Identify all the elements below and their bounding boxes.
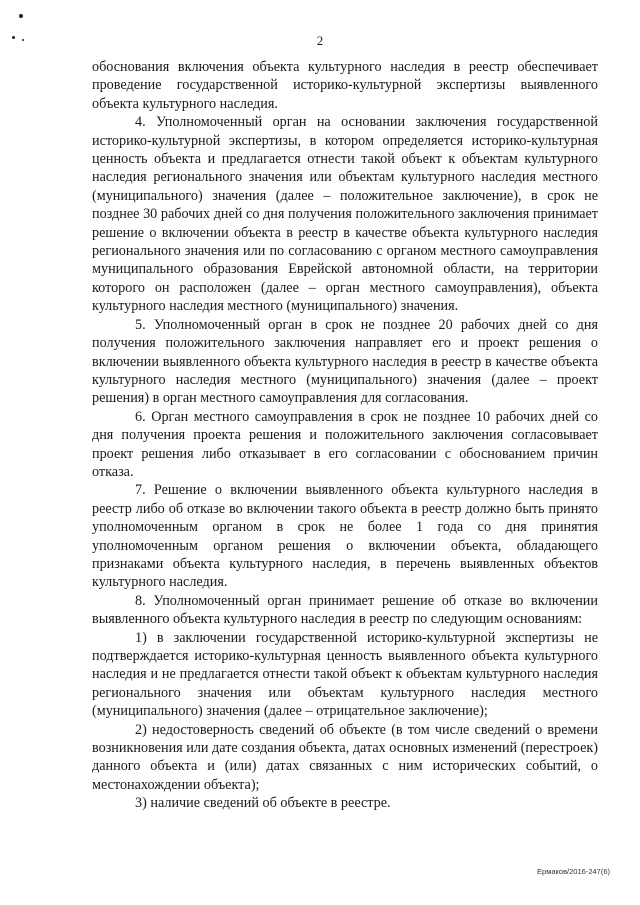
document-footer-code: Ермаков/2016-247(6) <box>537 867 610 876</box>
paragraph-item-5: 5. Уполномоченный орган в срок не позднее 20 рабочих дней со дня получения положительного заключения направляет его и проект решения о включении выявленного объекта культурного наследия в реестр в качестве объекта культурного наследия местного (муниципального) значения (далее – проект решения) в орган местного самоуправления для согласования. <box>92 316 598 407</box>
document-body <box>92 58 598 813</box>
subitem-2: 2) недостоверность сведений об объекте (в том числе сведений о времени возникновения или дате создания объекта, датах основных изменений (перестроек) данного объекта и (или) датах связанных с ним исторических событий, о местонахождении объекта); <box>92 721 598 793</box>
paragraph-item-4: 4. Уполномоченный орган на основании заключения государственной историко-культурной экспертизы, в котором определяется историко-культурная ценность объекта и предлагается отнести такой объект к объектам культурного наследия регионального значения или объектам культурного наследия местного (муниципального) значения (далее – положительное заключение), в срок не позднее 30 рабочих дней со дня получения положительного заключения принимает решение о включении объекта в реестр в качестве объекта культурного наследия регионального значения или по согласованию с органом местного самоуправления муниципального образования Еврейской автономной области, на территории которого он расположен (далее – орган местного самоуправления), объекта культурного наследия местного (муниципального) значения. <box>92 114 598 315</box>
paragraph-item-7: 7. Решение о включении выявленного объекта культурного наследия в реестр либо об отказе во включении такого объекта в реестр должно быть принято уполномоченным органом в срок не более 1 года со дня принятия уполномоченным органом решения о включении объекта, обладающего признаками объекта культурного наследия, в перечень выявленных объектов культурного наследия. <box>92 482 598 591</box>
subitem-1: 1) в заключении государственной историко-культурной экспертизы не подтверждается историко-культурная ценность выявленного объекта культурного наследия и не предлагается отнести такой объект к объектам культурного наследия регионального значения или объектам культурного наследия местного (муниципального) значения (далее – отрицательное заключение); <box>92 629 598 720</box>
page-number: 2 <box>316 33 324 48</box>
subitem-3: 3) наличие сведений об объекте в реестре. <box>135 795 391 812</box>
paragraph-item-6: 6. Орган местного самоуправления в срок не позднее 10 рабочих дней со дня получения проекта решения и положительного заключения согласовывает проект решения либо отказывает в его согласовании с обоснованием причин отказа. <box>92 408 598 480</box>
scan-mark-dot <box>19 14 23 18</box>
paragraph-continuation: обоснования включения объекта культурного наследия в реестр обеспечивает проведение государственной историко-культурной экспертизы выявленного объекта культурного наследия. <box>92 59 598 112</box>
paragraph-item-8: 8. Уполномоченный орган принимает решение об отказе во включении выявленного объекта культурного наследия в реестр по следующим основаниям: <box>92 592 598 628</box>
